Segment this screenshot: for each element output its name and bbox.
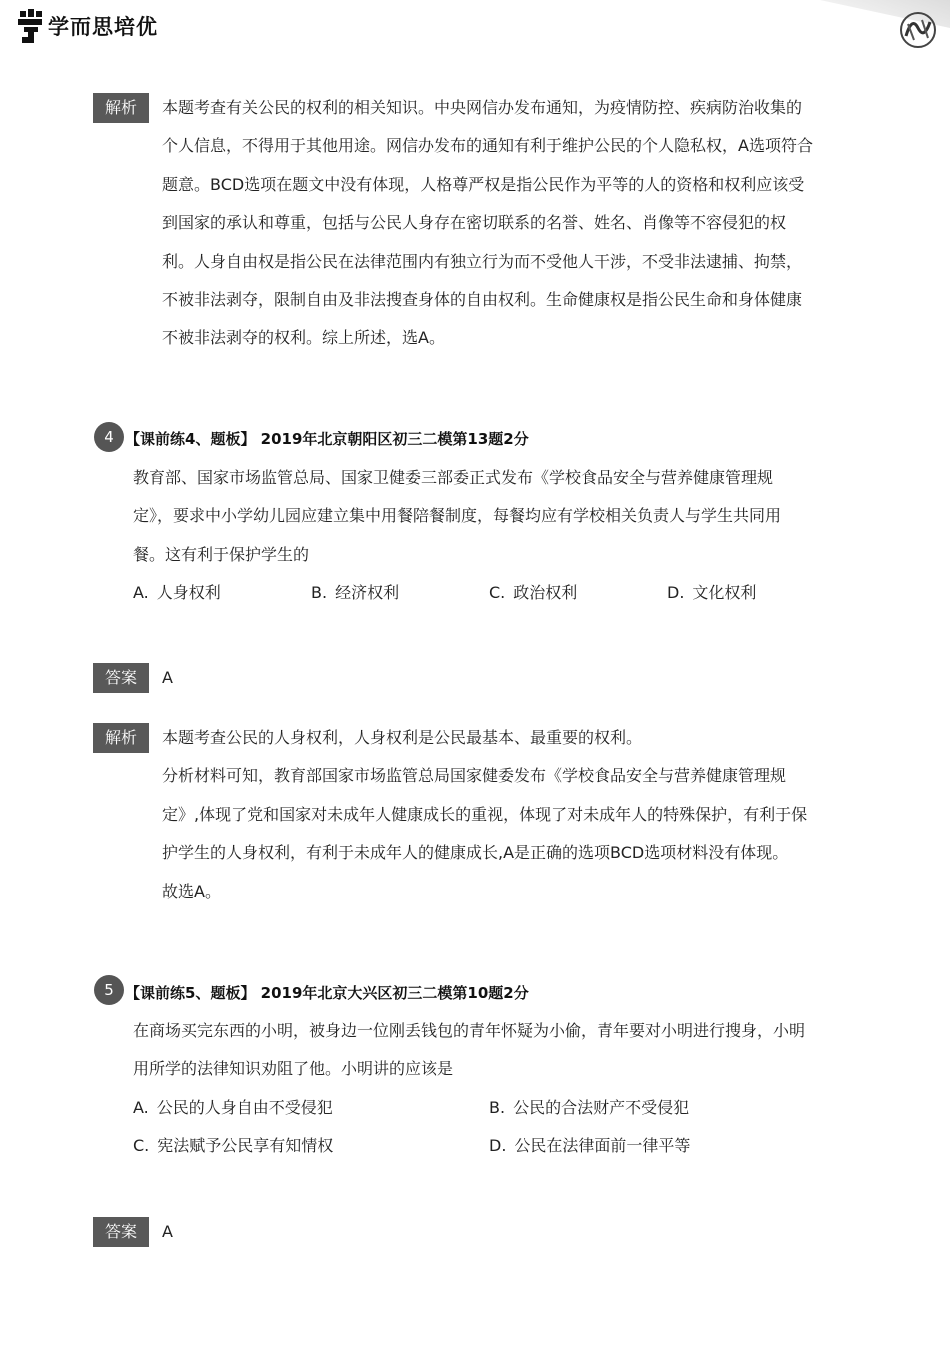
brand-logo-mark-icon (18, 9, 44, 43)
question-heading: 【课前练4、题板】 2019年北京朝阳区初三二模第13题2分 (125, 430, 529, 448)
text-line: 不被非法剥夺的权利。综上所述，选A。 (162, 328, 445, 348)
text-line: 不被非法剥夺，限制自由及非法搜查身体的自由权利。生命健康权是指公民生命和身体健康 (162, 290, 803, 310)
brand-logo (18, 9, 158, 43)
text-line: 个人信息，不得用于其他用途。网信办发布的通知有利于维护公民的个人隐私权，A选项符合 (162, 136, 813, 156)
option-d: D. 文化权利 (667, 583, 757, 602)
text-line: 定》,体现了党和国家对未成年人健康成长的重视，体现了对未成年人的特殊保护，有利于保 (162, 804, 808, 824)
analysis-paragraph-1 (162, 89, 862, 358)
text-line: 本题考查公民的人身权利，人身权利是公民最基本、最重要的权利。 (162, 728, 643, 747)
text-line: 故选A。 (162, 881, 221, 901)
option-a: A. 人身权利 (133, 583, 221, 602)
text-line: 利。人身自由权是指公民在法律范围内有独立行为而不受他人干涉，不受非法逮捕、拘禁， (162, 251, 803, 271)
question-stem (133, 459, 853, 574)
text-line: 餐。这有利于保护学生的 (133, 544, 310, 564)
text-line: 分析材料可知，教育部国家市场监管总局国家健委发布《学校食品安全与营养健康管理规 (162, 766, 787, 786)
brand-logo-text: 学而思培优 (48, 15, 158, 39)
text-line: 教育部、国家市场监管总局、国家卫健委三部委正式发布《学校食品安全与营养健康管理规 (133, 468, 774, 487)
analysis-label: 解析 (93, 93, 149, 123)
answer-label: 答案 (93, 1217, 149, 1247)
option-b: B. 公民的合法财产不受侵犯 (489, 1098, 690, 1117)
brand-seal-icon (898, 10, 938, 50)
text-line: 定》，要求中小学幼儿园应建立集中用餐陪餐制度，每餐均应有学校相关负责人与学生共同用 (133, 506, 782, 526)
text-line: 题意。BCD选项在题文中没有体现，人格尊严权是指公民作为平等的人的资格和权利应该受 (162, 174, 805, 194)
answer-value: A (162, 668, 173, 687)
analysis-paragraph-2 (162, 719, 862, 911)
option-c: C. 政治权利 (489, 583, 578, 602)
text-line: 本题考查有关公民的权利的相关知识。中央网信办发布通知，为疫情防控、疾病防治收集的 (162, 98, 803, 117)
answer-label: 答案 (93, 663, 149, 693)
text-line: 护学生的人身权利，有利于未成年人的健康成长,A是正确的选项BCD选项材料没有体现。 (162, 843, 789, 863)
option-b: B. 经济权利 (311, 583, 400, 602)
question-number-badge: 4 (94, 422, 124, 452)
analysis-label: 解析 (93, 723, 149, 753)
option-c: C. 宪法赋予公民享有知情权 (133, 1136, 334, 1155)
text-line: 在商场买完东西的小明，被身边一位刚丢钱包的青年怀疑为小偷，青年要对小明进行搜身，小明 (133, 1021, 806, 1040)
question-stem (133, 1012, 853, 1089)
question-heading: 【课前练5、题板】 2019年北京大兴区初三二模第10题2分 (125, 984, 529, 1002)
text-line: 到国家的承认和尊重，包括与公民人身存在密切联系的名誉、姓名、肖像等不容侵犯的权 (162, 213, 787, 233)
question-number-badge: 5 (94, 975, 124, 1005)
option-d: D. 公民在法律面前一律平等 (489, 1136, 691, 1155)
text-line: 用所学的法律知识劝阻了他。小明讲的应该是 (133, 1059, 454, 1079)
option-a: A. 公民的人身自由不受侵犯 (133, 1098, 333, 1117)
answer-value: A (162, 1222, 173, 1241)
